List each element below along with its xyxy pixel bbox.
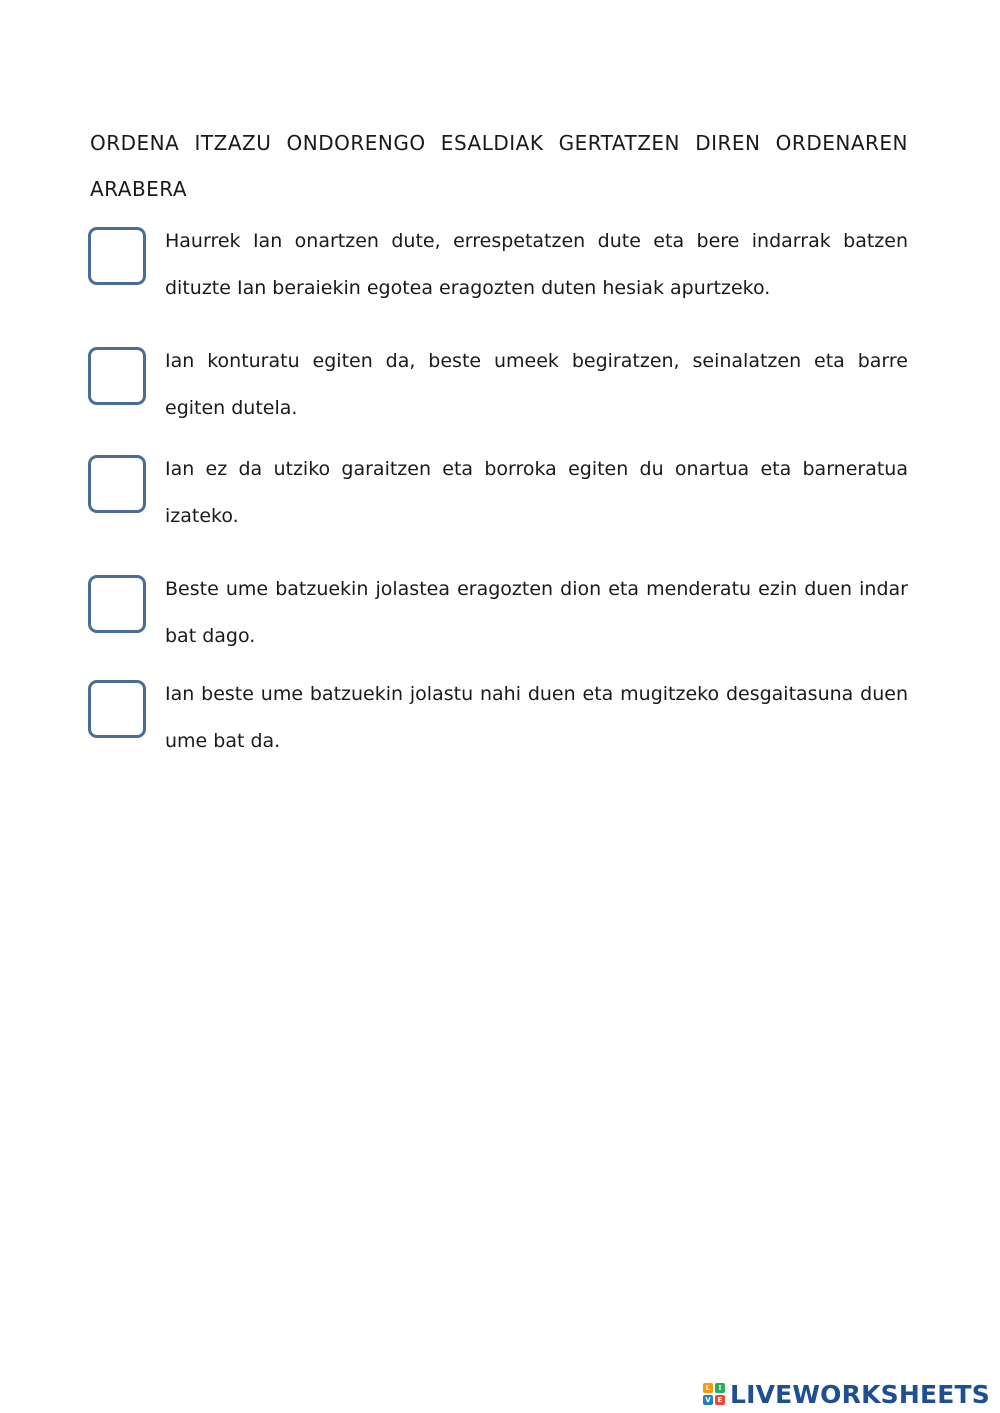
brand-name: LIVEWORKSHEETS	[729, 1379, 990, 1409]
answer-box[interactable]	[88, 455, 146, 513]
sentence-text: Beste ume batzuekin jolastea eragozten dion eta menderatu ezin duen indar bat dago.	[165, 578, 908, 647]
liveworksheets-logo	[703, 1379, 990, 1409]
liveworksheets-logo-icon: L I V E	[703, 1383, 725, 1405]
sentence-text: Haurrek Ian onartzen dute, errespetatzen dute eta bere indarrak batzen dituzte Ian beraiekin egotea eragozten duten hesiak apurtzeko.	[165, 230, 908, 299]
sentence-text: Ian konturatu egiten da, beste umeek begiratzen, seinalatzen eta barre egiten dutela.	[165, 350, 908, 419]
answer-box[interactable]	[88, 227, 146, 285]
answer-box[interactable]	[88, 575, 146, 633]
instruction-text: ORDENA ITZAZU ONDORENGO ESALDIAK GERTATZEN DIREN ORDENAREN ARABERA	[90, 131, 908, 201]
sentence-text: Ian ez da utziko garaitzen eta borroka egiten du onartua eta barneratua izateko.	[165, 458, 908, 527]
sentence-text: Ian beste ume batzuekin jolastu nahi duen eta mugitzeko desgaitasuna duen ume bat da.	[165, 683, 908, 752]
answer-box[interactable]	[88, 680, 146, 738]
answer-box[interactable]	[88, 347, 146, 405]
